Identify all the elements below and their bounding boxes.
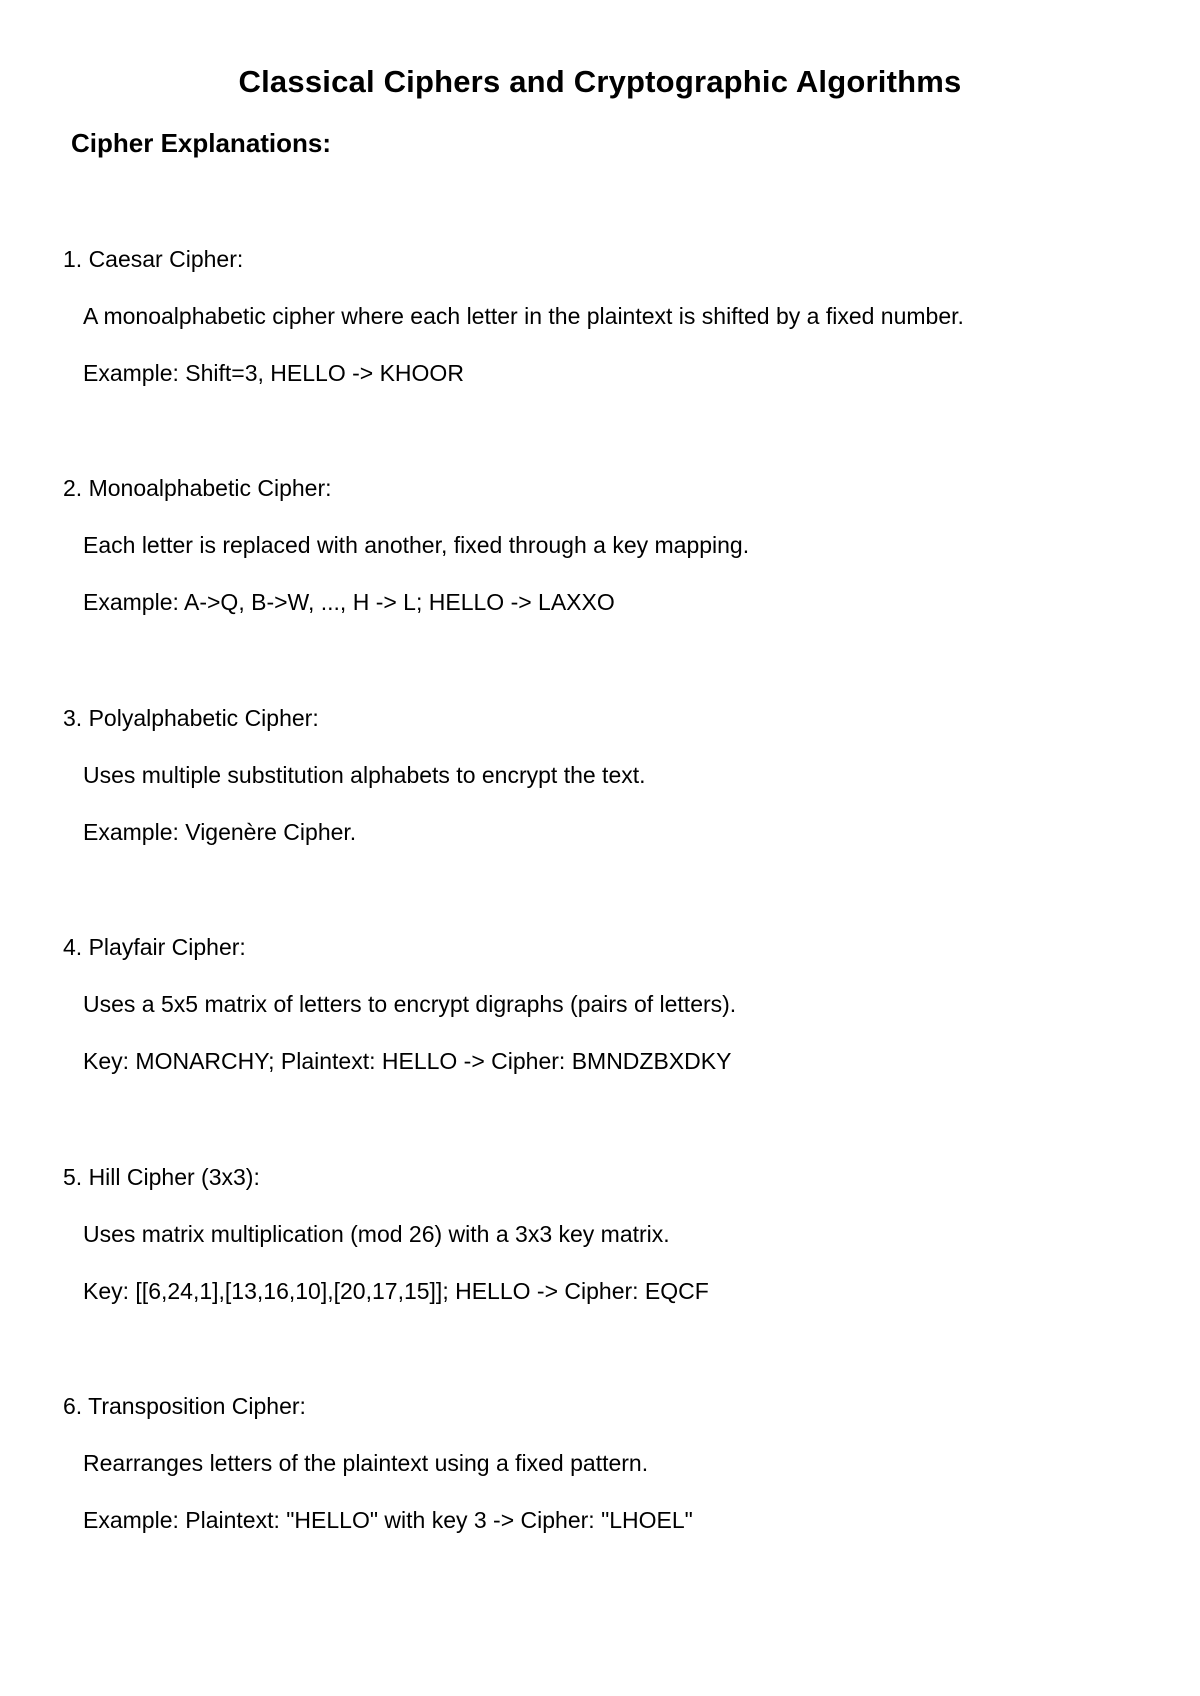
section-description: Uses matrix multiplication (mod 26) with a 3x3 key matrix. — [83, 1221, 670, 1247]
section-description: Each letter is replaced with another, fixed through a key mapping. — [83, 532, 750, 558]
section-heading: 3. Polyalphabetic Cipher: — [63, 705, 319, 731]
section-heading: 5. Hill Cipher (3x3): — [63, 1164, 260, 1190]
section-example: Example: Shift=3, HELLO -> KHOOR — [83, 360, 464, 386]
section-heading: 2. Monoalphabetic Cipher: — [63, 475, 332, 501]
section-heading: 6. Transposition Cipher: — [63, 1393, 306, 1419]
document-title: Classical Ciphers and Cryptographic Algorithms — [238, 64, 962, 99]
document-subtitle: Cipher Explanations: — [71, 128, 332, 158]
section-example: Example: Vigenère Cipher. — [83, 819, 357, 845]
section-description: Rearranges letters of the plaintext using a fixed pattern. — [83, 1450, 649, 1476]
section-description: A monoalphabetic cipher where each letter in the plaintext is shifted by a fixed number. — [83, 303, 964, 329]
section-heading: 1. Caesar Cipher: — [63, 246, 244, 272]
section-example: Key: [[6,24,1],[13,16,10],[20,17,15]]; HELLO -> Cipher: EQCF — [83, 1278, 709, 1304]
section-example: Example: Plaintext: "HELLO" with key 3 -> Cipher: "LHOEL" — [83, 1507, 693, 1533]
section-example: Example: A->Q, B->W, ..., H -> L; HELLO -> LAXXO — [83, 589, 615, 615]
section-example: Key: MONARCHY; Plaintext: HELLO -> Cipher: BMNDZBXDKY — [83, 1048, 732, 1074]
section-description: Uses multiple substitution alphabets to encrypt the text. — [83, 762, 646, 788]
section-heading: 4. Playfair Cipher: — [63, 934, 246, 960]
section-description: Uses a 5x5 matrix of letters to encrypt digraphs (pairs of letters). — [83, 991, 737, 1017]
